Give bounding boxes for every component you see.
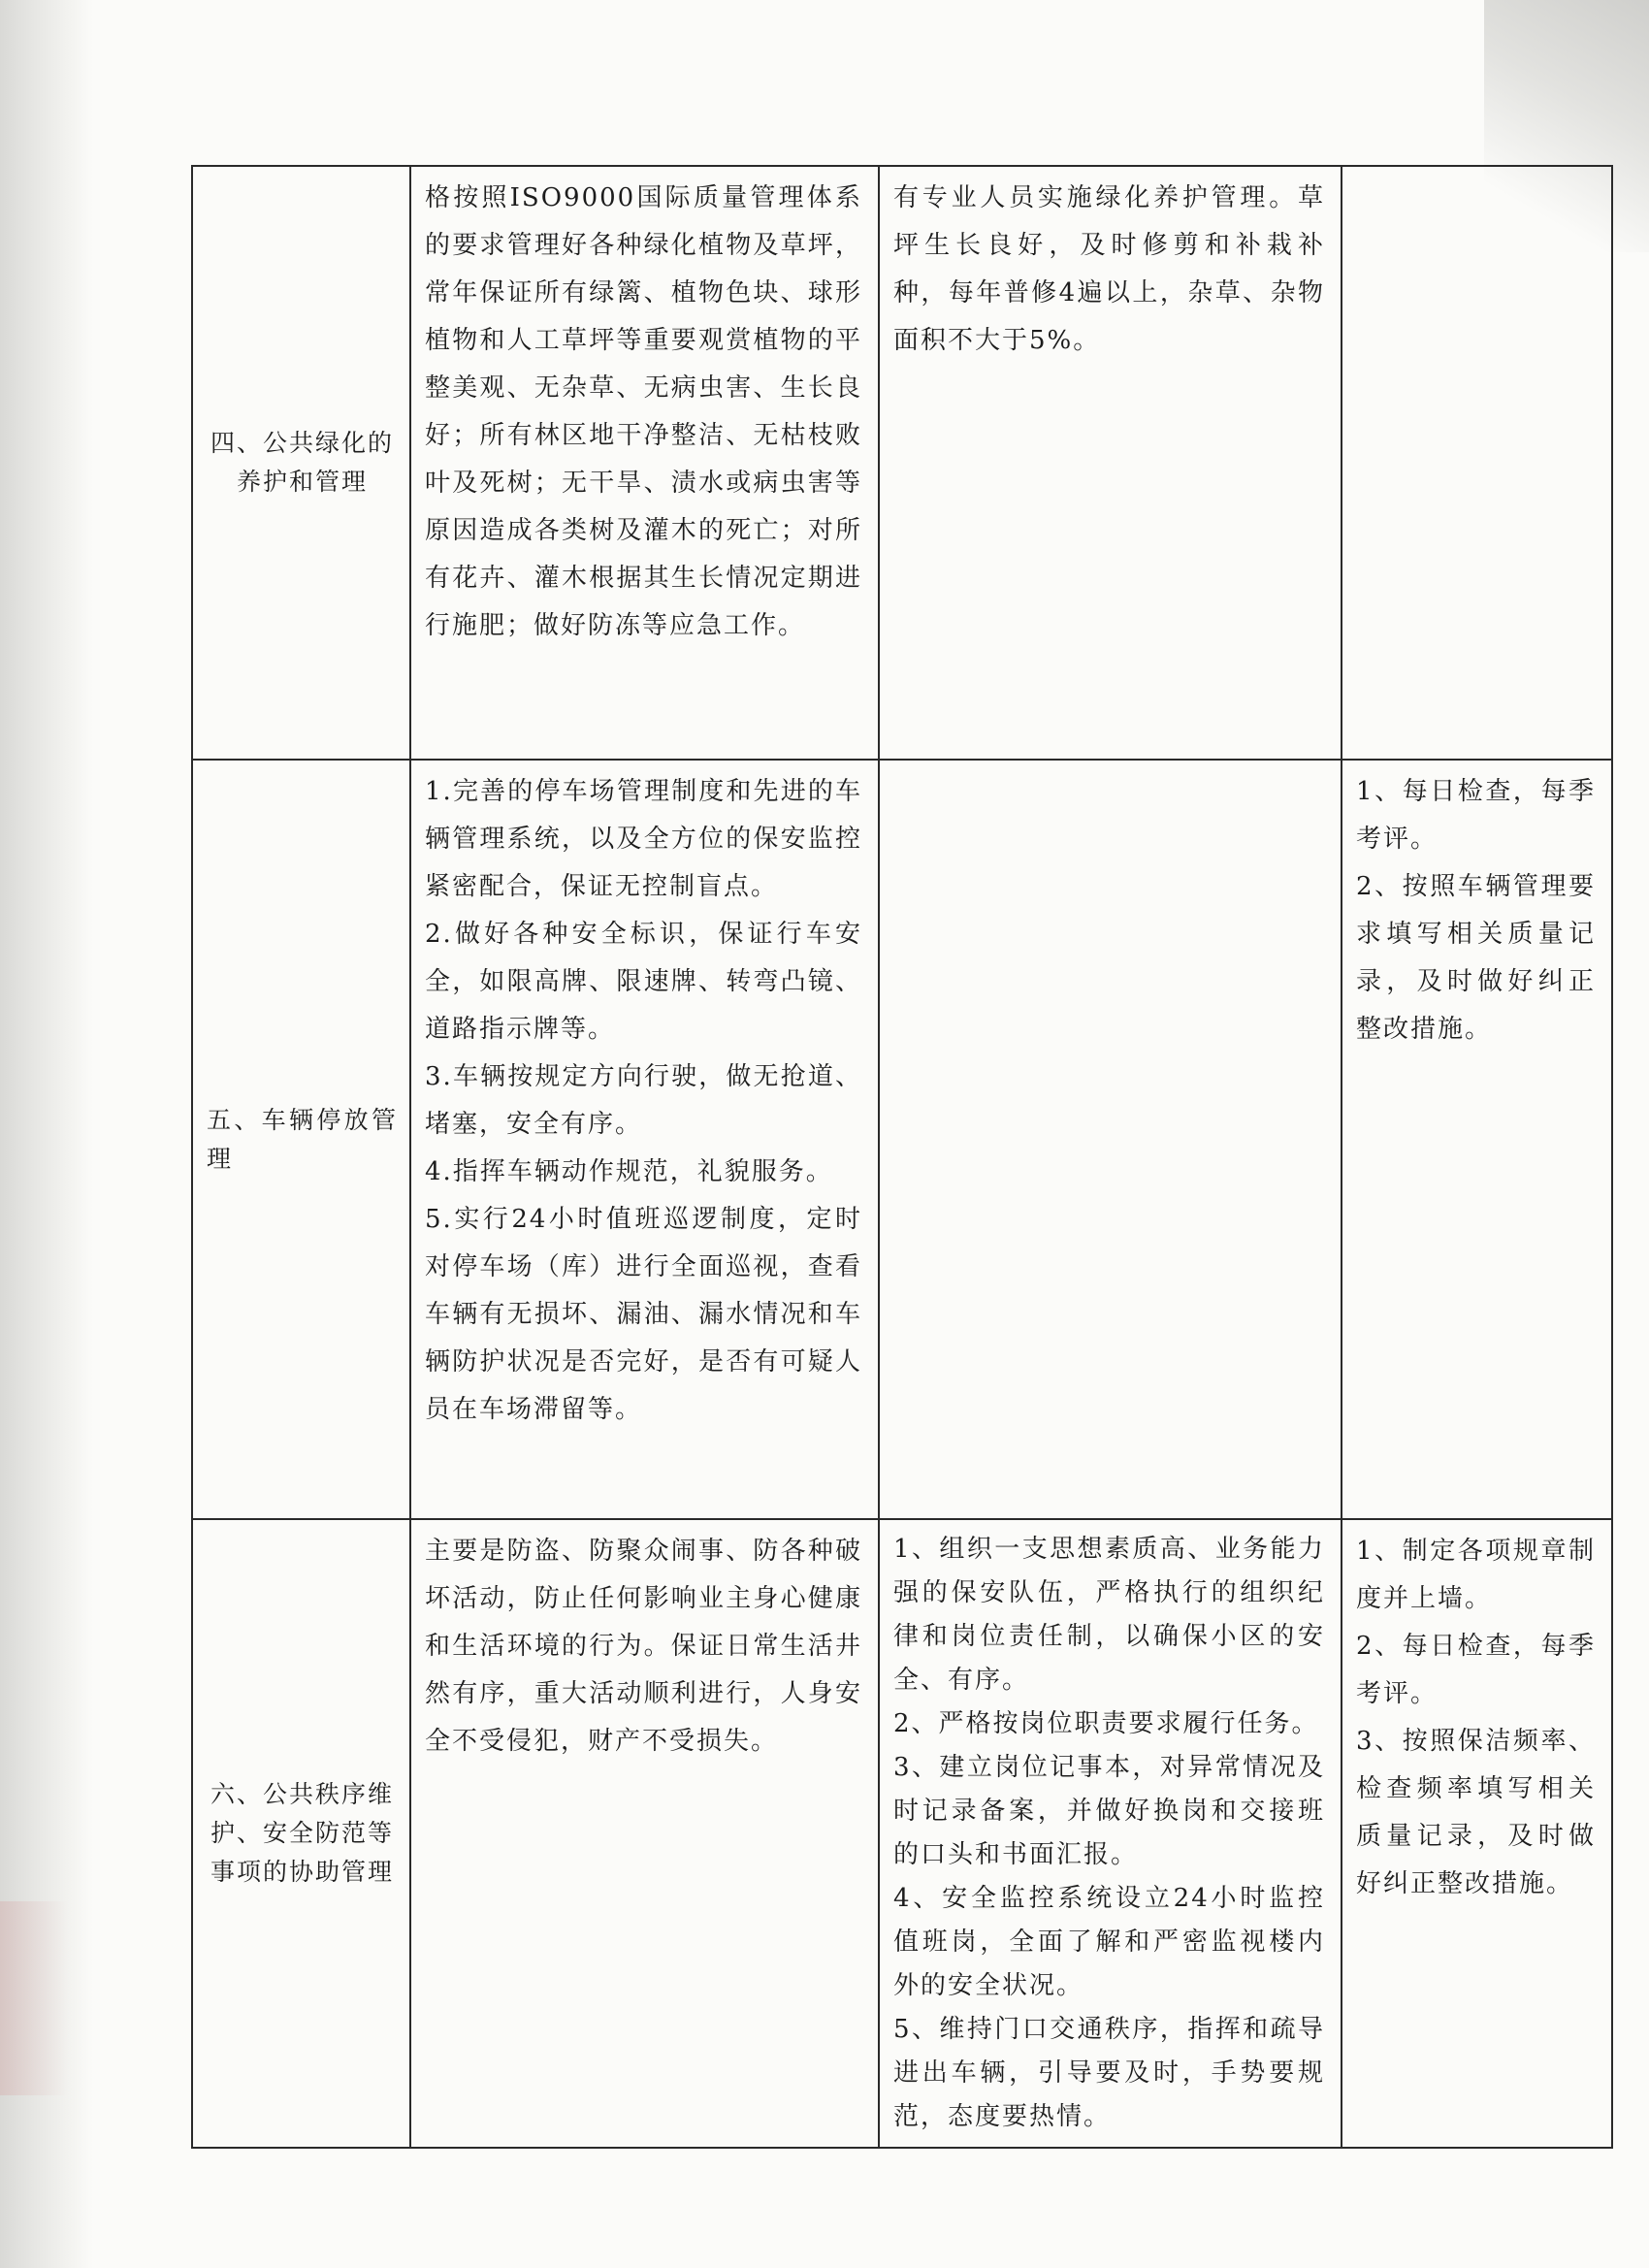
item-label: 四、公共绿化的养护和管理 (210, 429, 394, 496)
measures-cell (879, 1519, 1342, 2148)
requirement-text: 2.做好各种安全标识，保证行车安全，如限高牌、限速牌、转弯凸镜、道路指示牌等。 (425, 920, 862, 1044)
measure-text: 3、建立岗位记事本，对异常情况及时记录备案，并做好换岗和交接班的口头和书面汇报。 (893, 1753, 1325, 1869)
requirements-cell (410, 1519, 879, 2148)
inspection-cell (1342, 760, 1612, 1519)
inspection-cell (1342, 166, 1612, 760)
measure-text: 2、严格按岗位职责要求履行任务。 (893, 1709, 1319, 1738)
measures-cell (879, 760, 1342, 1519)
measure-text: 有专业人员实施绿化养护管理。草坪生长良好，及时修剪和补栽补种，每年普修4遍以上，杂草、杂物面积不大于5%。 (893, 183, 1325, 355)
requirements-cell (410, 166, 879, 760)
inspection-cell (1342, 1519, 1612, 2148)
requirement-text: 1.完善的停车场管理制度和先进的车辆管理系统，以及全方位的保安监控紧密配合，保证无控制盲点。 (425, 777, 862, 901)
requirements-cell (410, 760, 879, 1519)
table-row-parking (192, 760, 1612, 1519)
measure-text: 1、组织一支思想素质高、业务能力强的保安队伍，严格执行的组织纪律和岗位责任制，以确保小区的安全、有序。 (893, 1535, 1325, 1695)
measure-text: 4、安全监控系统设立24小时监控值班岗，全面了解和严密监视楼内外的安全状况。 (893, 1884, 1325, 2000)
requirement-text: 4.指挥车辆动作规范，礼貌服务。 (425, 1157, 833, 1186)
item-cell (192, 1519, 410, 2148)
requirement-text: 格按照ISO9000国际质量管理体系的要求管理好各种绿化植物及草坪，常年保证所有绿篱、植物色块、球形植物和人工草坪等重要观赏植物的平整美观、无杂草、无病虫害、生长良好；所有林区地干净整洁、无枯枝败叶及死树；无干旱、渍水或病虫害等原因造成各类树及灌木的死亡；对所有花卉、灌木根据其生长情况定期进行施肥；做好防冻等应急工作。 (425, 183, 862, 640)
table-row-security (192, 1519, 1612, 2148)
scan-stain (0, 1901, 68, 2095)
inspection-text: 1、制定各项规章制度并上墙。 (1356, 1537, 1596, 1613)
item-cell (192, 166, 410, 760)
inspection-text: 2、每日检查，每季考评。 (1356, 1632, 1596, 1708)
inspection-text: 3、按照保洁频率、检查频率填写相关质量记录，及时做好纠正整改措施。 (1356, 1727, 1596, 1898)
item-cell (192, 760, 410, 1519)
table-row-greening (192, 166, 1612, 760)
inspection-text: 2、按照车辆管理要求填写相关质量记录，及时做好纠正整改措施。 (1356, 872, 1596, 1044)
item-label: 六、公共秩序维护、安全防范等事项的协助管理 (210, 1780, 394, 1886)
requirement-text: 主要是防盗、防聚众闹事、防各种破坏活动，防止任何影响业主身心健康和生活环境的行为。保证日常生活井然有序，重大活动顺利进行，人身安全不受侵犯，财产不受损失。 (425, 1537, 862, 1756)
requirement-text: 5.实行24小时值班巡逻制度，定时对停车场（库）进行全面巡视，查看车辆有无损坏、漏油、漏水情况和车辆防护状况是否完好，是否有可疑人员在车场滞留等。 (425, 1205, 862, 1424)
inspection-text: 1、每日检查，每季考评。 (1356, 777, 1596, 854)
requirement-text: 3.车辆按规定方向行驶，做无抢道、堵塞，安全有序。 (425, 1062, 862, 1139)
service-standards-table (191, 165, 1613, 2149)
measures-cell (879, 166, 1342, 760)
item-label: 五、车辆停放管理 (207, 1105, 398, 1173)
measure-text: 5、维持门口交通秩序，指挥和疏导进出车辆，引导要及时，手势要规范，态度要热情。 (893, 2015, 1325, 2131)
